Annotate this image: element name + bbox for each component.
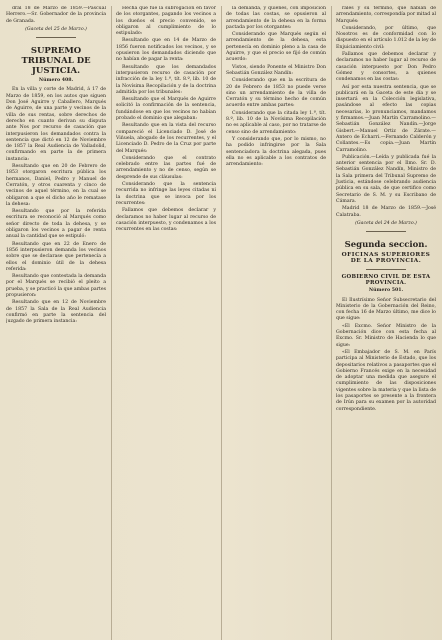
paragraph: Considerando que el contrato celebrado entre las partes fué de arrendamiento y no de censo, según se desprende de sus cláusulas:: [116, 155, 216, 180]
section-title: SUPREMO TRIBUNAL DE JUSTICIA.: [21, 46, 91, 77]
divider: [36, 37, 76, 38]
decree-number: Número 501.: [368, 288, 404, 294]
government-title: GOBIERNO CIVIL DE ESTA PROVINCIA.: [341, 273, 431, 286]
paragraph: la demanda, y quienes, con imposición de todas las costas, se opusieron al arrendamiento de la dehesa en la forma pactada por los otorgantes:: [226, 6, 326, 30]
column-3: [221, 6, 326, 640]
paragraph: Hecha que fué la subrogación en favor de los otorgantes, pagando los vecinos a los dueños el precio convenido, se obligaron al cumplimiento de lo estipulado:: [116, 6, 216, 37]
paragraph: Resultando que en 20 de Febrero de 1853 otorgaron escritura pública los hermanos, Daniel, Pedro y Manuel de Cerratón, y otros cuarenta y cinco de vecinos de aquel término, en la cual se obligaron a que el dicho año le rematase la dehesa:: [6, 164, 106, 207]
paragraph: Madrid 18 de Marzo de 1859.—José Calatraba.: [336, 206, 436, 218]
paragraph: Considerando que Marqués según el arrendamiento de la dehesa, esta pertenecía en dominio pleno a la casa de Aguirre, y que el precio se fijó de común acuerdo:: [226, 32, 326, 63]
paragraph: «El Embajador de S. M. en París participa al Ministerio de Estado, que los depositarios relativos a pasaportes que el Gobierno Francés exige en la necesidad de adoptar una medida que asegure el cumplimiento de las disposiciones vigentes sobre la materia y que la lista de los pasaportes se presente a la frontera de Irún para su examen por la autoridad correspondiente.: [336, 349, 436, 412]
paragraph: Considerando que la citada ley 1.ª, tít. 8.º, lib. 10 de la Novísima Recopilación no es aplicable al caso, por no tratarse de censo sino de arrendamiento:: [226, 110, 326, 135]
paragraph: «El Excmo. Señor Ministro de la Gobernación dice con esta fecha al Excmo. Sr. Ministro de Hacienda lo que sigue:: [336, 323, 436, 348]
paragraph: El Ilustrísimo Señor Subsecretario del Ministerio de la Gobernación del Reino, con fecha 16 de Marzo último, me dice lo que sigue:: [336, 297, 436, 322]
paragraph: Resultando que en 12 de Noviembre de 1857 la Sala de la Real Audiencia confirmó en parte la sentencia del juzgado de primera instancia:: [6, 300, 106, 325]
paragraph: Publicación.—Leída y publicada fué la anterior sentencia por el Ilmo. Sr. D. Sebastián González Nandín, Ministro de la Sala primera del Tribunal Supremo de Justicia, estándose celebrando audiencia pública en su sala, de que certifico como Secretario de S. M. y su Escribano de Cámara.: [336, 154, 436, 204]
section-heading: Segunda seccion.: [344, 240, 428, 251]
paragraph: Resultando que en la vista del recurso compareció el Licenciado D. José de Viñuela, abogado de los recurrentes, y el Licenciado D. Pedro de la Cruz por parte del Marqués:: [116, 123, 216, 154]
decree-number: Número 408.: [38, 78, 74, 84]
column-2: [111, 6, 216, 640]
column-4: [331, 6, 436, 640]
top-line: dral 18 de Marzo de 1859.—Pascual Herrero.—Sr. Gobernador de la provincia de Granada.: [6, 6, 106, 24]
paragraph: Resultando que el Marqués de Aguirre solicitó la confirmación de la sentencia, fundándose en que los vecinos no habían probado el dominio que alegaban:: [116, 97, 216, 122]
paragraph: rales y su término, que habían de arrendamiento, correspondía por mitad al Marqués:: [336, 6, 436, 24]
section-subheading: OFICINAS SUPERIORES DE LA PROVINCIA.: [341, 252, 431, 265]
paragraph: Considerando, por último, que Nosotros es de conformidad con lo dispuesto en el artículo 1.012 de la ley de Enjuiciamiento civil:: [336, 25, 436, 50]
paragraph: Considerando que la sentencia recurrida no infringe las leyes citadas ni la doctrina que se invoca por los recurrentes:: [116, 182, 216, 206]
gaceta-note: (Gaceta del 25 de Marzo.): [25, 26, 87, 32]
columns: [6, 6, 436, 640]
paragraph: Fallamos que debemos declarar y declaramos no haber lugar al recurso de casación interpuesto por Don Pedro Gómez y consortes, a quienes condenamos en las costas:: [336, 52, 436, 83]
paragraph: Resultando que contestada la demanda por el Marqués se recibió el pleito a prueba, y se practicó la que ambas partes propusieron:: [6, 274, 106, 298]
paragraph: Resultando que en 14 de Marzo de 1856 fueron notificados los vecinos, y se opusieron los demandados diciendo que no habían de pagar la renta:: [116, 38, 216, 63]
paragraph: Resultando que los demandados interpusieron recurso de casación por infracción de la ley 1.ª, tít. 8.º, lib. 10 de la Novísima Recopilación y de la doctrina admitida por los tribunales:: [116, 64, 216, 95]
paragraph: Vistos, siendo Ponente el Ministro Don Sebastián González Nandín:: [226, 64, 326, 76]
divider: [366, 231, 406, 232]
paragraph: Resultando que por la referida escritura se reconoció al Marqués como señor directo de toda la dehesa, y se obligaron los vecinos a pagar de renta anual la cantidad que se estipuló:: [6, 209, 106, 240]
paragraph: Y considerando que, por lo mismo, no ha podido infringirse por la Sala sentenciadora la doctrina alegada, pues ella no es aplicable a los contratos de arrendamiento:: [226, 136, 326, 168]
paragraph: Resultando que en 22 de Enero de 1856 interpusieron demanda los vecinos sobre que se declarase que pertenecía a ellos el dominio útil de la dehesa referida:: [6, 241, 106, 272]
paragraph: Así por esta nuestra sentencia, que se publicará en la Gaceta de este día y se insertará en la Colección legislativa, pasándose al efecto las copias necesarias, lo pronunciamos, mandamos y firmamos.—Juan Martín Carramolino.—Sebastián González Nandín.—Jorge Gisbert.—Manuel Ortiz de Zárate.—Antero de Echarri.—Fernando Calderón y Collantes.—Es copia.—Juan Martín Carramolino.: [336, 84, 436, 153]
paragraph: Considerando que en la escritura de 20 de Febrero de 1853 no puede verse sino un arrendamiento de la villa de Cerratón y su término hecho de común acuerdo entre ambas partes:: [226, 78, 326, 109]
gaceta-note: (Gaceta del 24 de Marzo.): [355, 220, 417, 226]
paragraph: En la villa y corte de Madrid, á 17 de Marzo de 1859, en los autos que siguen Don José Aguirre y Caballero, Marqués de Aguirre, de una parte y vecinos de la villa de sus rentas, sobre derechos de derecho en cuanto derivan su disputa ante Nos por recurso de casación que interpusieron los demandados contra la sentencia que dictó en 12 de Noviembre de 1857 la Real Audiencia de Valladolid, confirmando en parte la de primera instancia:: [6, 87, 106, 162]
divider: [366, 269, 406, 270]
column-1: [6, 6, 106, 640]
paragraph: Fallamos que debemos declarar y declaramos no haber lugar al recurso de casación interpuesto, y condenamos a los recurrentes en las costas:: [116, 208, 216, 233]
